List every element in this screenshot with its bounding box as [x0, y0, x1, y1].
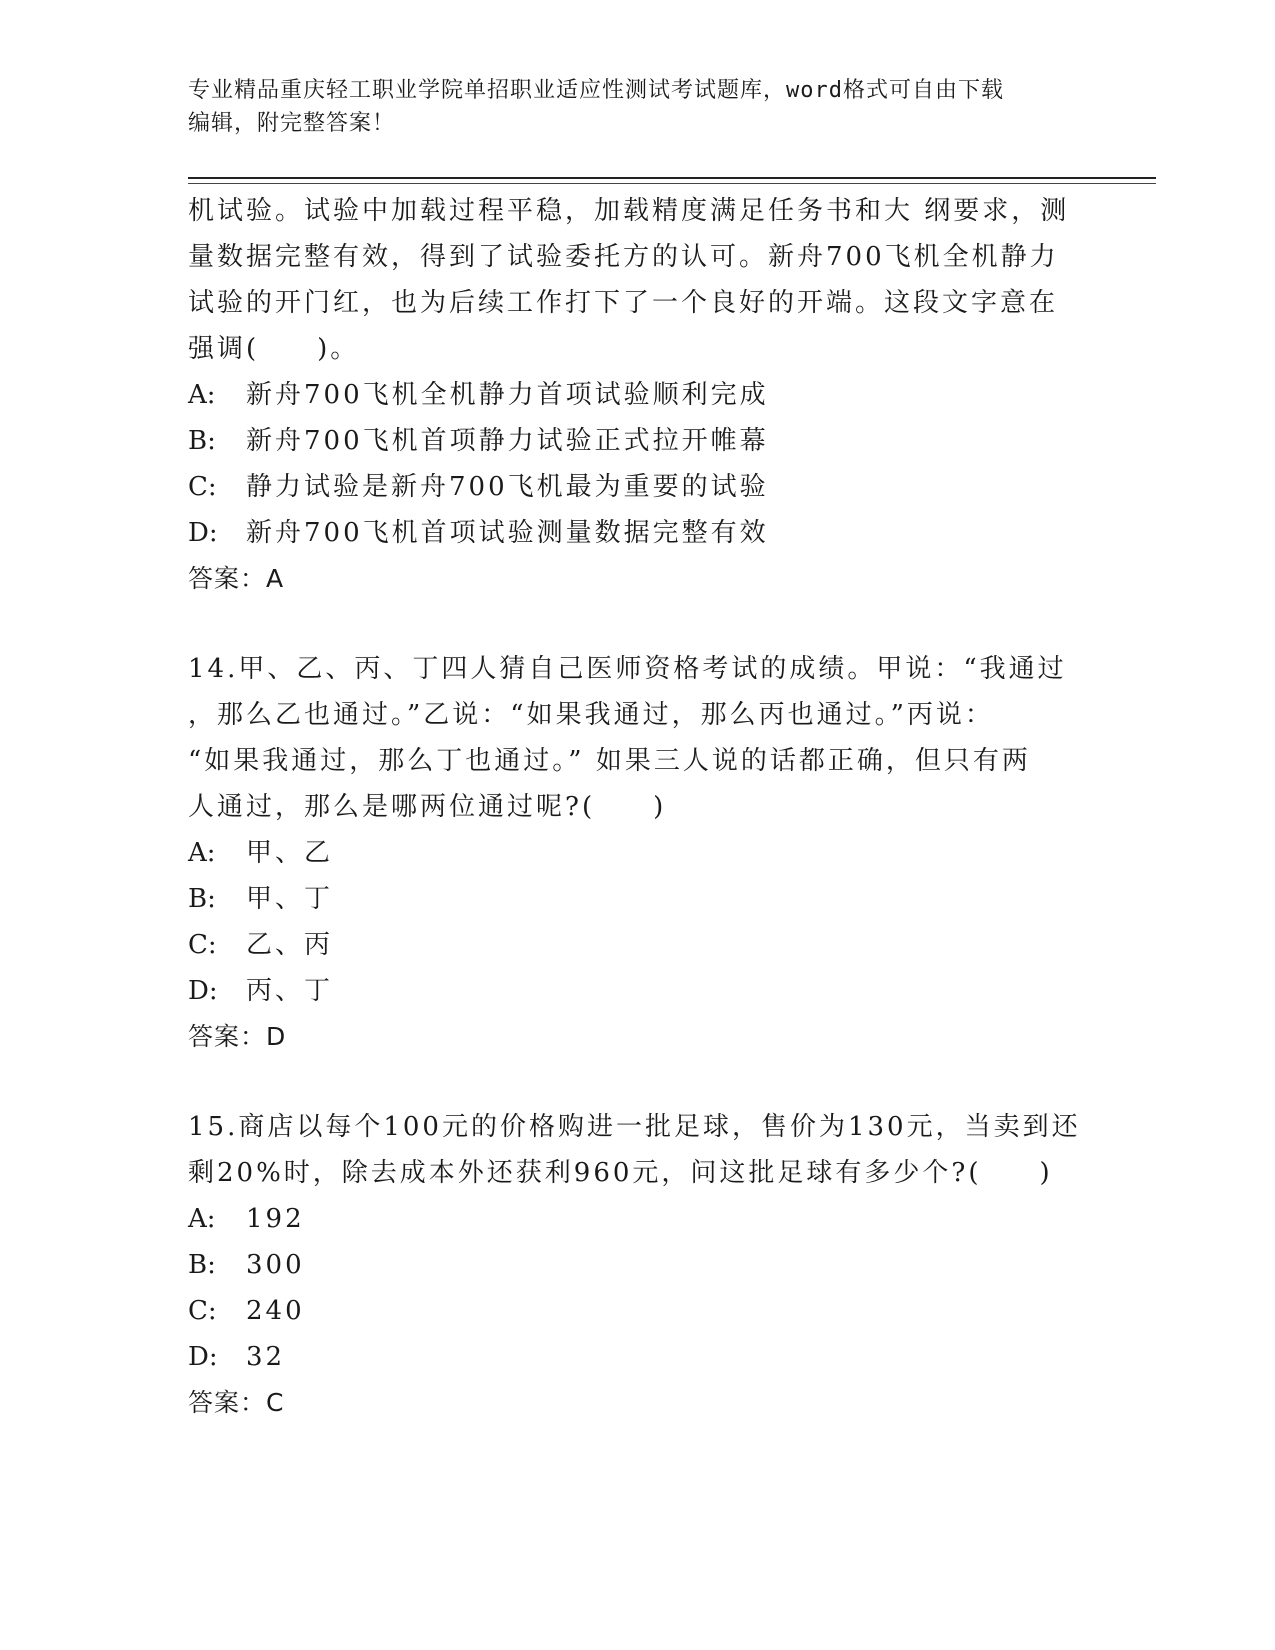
option-a: [188, 1196, 1088, 1242]
question-stem-line: 试验的开门红，也为后续工作打下了一个良好的开端。这段文字意在: [188, 288, 1059, 318]
option-text: 240: [246, 1296, 305, 1326]
option-key: B:: [188, 1250, 216, 1280]
answer-line: 答案：D: [188, 1022, 287, 1051]
option-a: [188, 372, 1088, 418]
option-key: C:: [188, 930, 217, 960]
option-d: [188, 968, 1088, 1014]
question-spacer: [188, 602, 1088, 646]
question-stem-line: 剩20%时，除去成本外还获利960元，问这批足球有多少个?( ): [188, 1158, 1053, 1188]
question-spacer: [188, 1060, 1088, 1104]
question-stem-line: 量数据完整有效，得到了试验委托方的认可。新舟700飞机全机静力: [188, 242, 1059, 272]
option-text: 静力试验是新舟700飞机最为重要的试验: [246, 472, 769, 502]
header-divider-thick: [188, 177, 1156, 179]
option-d: [188, 510, 1088, 556]
option-text: 300: [246, 1250, 305, 1280]
question-stem-line: 强调( )。: [188, 334, 360, 364]
document-header: [188, 74, 1088, 140]
option-c: [188, 922, 1088, 968]
option-text: 甲、乙: [246, 838, 334, 868]
header-line-2: 编辑，附完整答案！: [188, 111, 396, 136]
option-d: [188, 1334, 1088, 1380]
header-divider-thin: [188, 183, 1156, 184]
option-c: [188, 464, 1088, 510]
option-key: A:: [188, 380, 216, 410]
option-b: [188, 418, 1088, 464]
option-key: B:: [188, 884, 216, 914]
question-stem-line: ，那么乙也通过。”乙说：“如果我通过，那么丙也通过。”丙说：: [188, 700, 994, 730]
answer-line: 答案：A: [188, 564, 285, 593]
question-stem-line: 15.商店以每个100元的价格购进一批足球，售价为130元，当卖到还: [188, 1112, 1081, 1142]
option-text: 新舟700飞机全机静力首项试验顺利完成: [246, 380, 769, 410]
option-key: C:: [188, 472, 217, 502]
option-text: 新舟700飞机首项静力试验正式拉开帷幕: [246, 426, 769, 456]
option-key: A:: [188, 838, 216, 868]
option-b: [188, 876, 1088, 922]
question-stem-line: 机试验。试验中加载过程平稳，加载精度满足任务书和大 纲要求，测: [188, 196, 1070, 226]
question-stem-line: 14.甲、乙、丙、丁四人猜自己医师资格考试的成绩。甲说：“我通过: [188, 654, 1067, 684]
option-key: A:: [188, 1204, 216, 1234]
option-key: D:: [188, 518, 218, 548]
question-stem-line: 人通过，那么是哪两位通过呢?( ): [188, 792, 667, 822]
option-text: 丙、丁: [246, 976, 334, 1006]
option-text: 新舟700飞机首项试验测量数据完整有效: [246, 518, 769, 548]
option-c: [188, 1288, 1088, 1334]
question-stem-line: “如果我通过，那么丁也通过。” 如果三人说的话都正确，但只有两: [188, 746, 1031, 776]
question-block: [188, 646, 1088, 1060]
option-text: 甲、丁: [246, 884, 334, 914]
option-text: 192: [246, 1204, 305, 1234]
option-key: D:: [188, 1342, 218, 1372]
question-list: [188, 188, 1088, 1426]
option-text: 乙、丙: [246, 930, 334, 960]
option-key: D:: [188, 976, 218, 1006]
option-a: [188, 830, 1088, 876]
option-b: [188, 1242, 1088, 1288]
header-line-1: 专业精品重庆轻工职业学院单招职业适应性测试考试题库，word格式可自由下载: [188, 78, 1004, 103]
option-key: B:: [188, 426, 216, 456]
answer-line: 答案：C: [188, 1388, 285, 1417]
question-block: [188, 188, 1088, 602]
option-key: C:: [188, 1296, 217, 1326]
question-block: [188, 1104, 1088, 1426]
option-text: 32: [246, 1342, 286, 1372]
